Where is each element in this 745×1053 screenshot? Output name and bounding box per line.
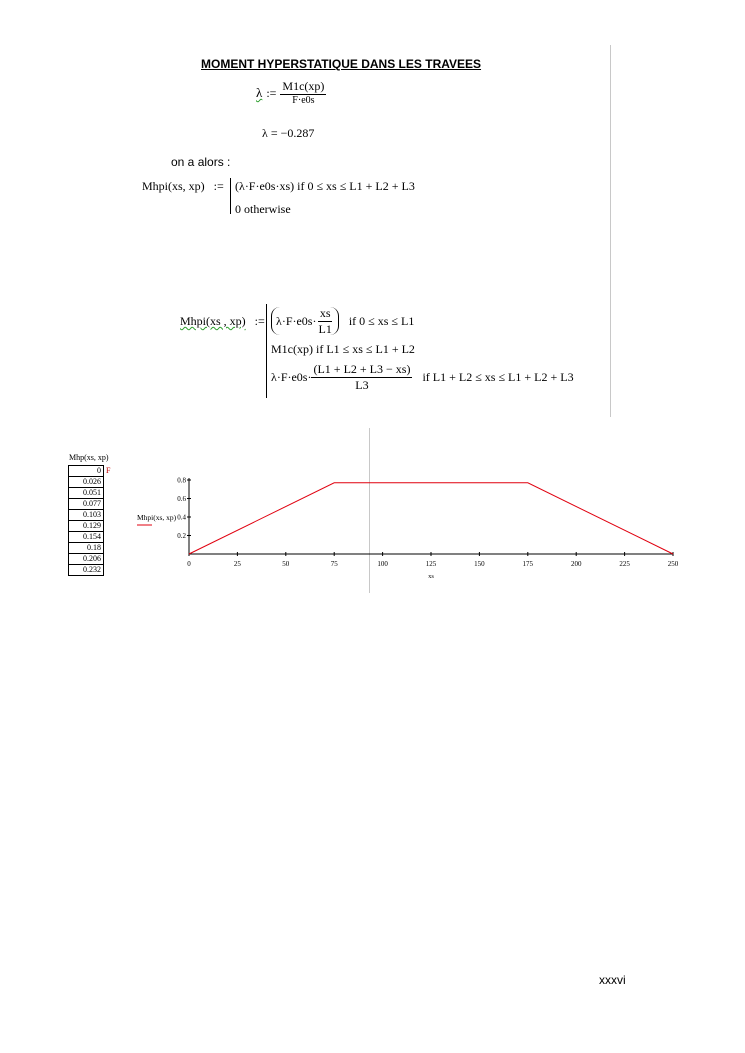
table-cell: 0.077 bbox=[69, 499, 104, 510]
table-cell: 0 bbox=[69, 466, 104, 477]
lambda-result: λ = −0.287 bbox=[262, 126, 315, 140]
table-cell: 0.103 bbox=[69, 510, 104, 521]
case1-denominator: L1 bbox=[318, 321, 332, 336]
assign-operator: := bbox=[254, 314, 265, 328]
case3-numerator: (L1 + L2 + L3 − xs) bbox=[313, 361, 411, 376]
mhpi-lhs-2 bbox=[180, 314, 265, 329]
case3-condition: if L1 + L2 ≤ xs ≤ L1 + L2 + L3 bbox=[422, 369, 574, 384]
x-tick-label: 250 bbox=[667, 560, 679, 568]
x-axis-label: xs bbox=[428, 573, 434, 580]
lambda-fraction bbox=[280, 80, 326, 106]
table-row bbox=[69, 521, 104, 532]
x-tick-label: 50 bbox=[282, 560, 290, 568]
y-tick-label: 0.2 bbox=[177, 532, 186, 540]
case1-fraction bbox=[316, 307, 333, 335]
table-row bbox=[69, 532, 104, 543]
table-row bbox=[69, 499, 104, 510]
mhpi2-case-2: M1c(xp) if L1 ≤ xs ≤ L1 + L2 bbox=[271, 342, 415, 356]
x-tick-label: 125 bbox=[425, 560, 437, 568]
case3-fraction bbox=[311, 363, 412, 391]
table-header: Mhp(xs, xp) bbox=[69, 453, 109, 462]
case1-numerator: xs bbox=[319, 305, 331, 320]
table-cell: 0.129 bbox=[69, 521, 104, 532]
case3-denominator: L3 bbox=[355, 377, 369, 392]
section-title: MOMENT HYPERSTATIQUE DANS LES TRAVEES bbox=[201, 57, 482, 71]
table-cell: 0.206 bbox=[69, 554, 104, 565]
x-tick-label: 75 bbox=[330, 560, 338, 568]
x-tick-label: 225 bbox=[619, 560, 630, 568]
assign-operator: := bbox=[213, 179, 224, 193]
mhpi-lhs-1 bbox=[142, 179, 224, 194]
table-cell: 0.051 bbox=[69, 488, 104, 499]
table-cell: 0.026 bbox=[69, 477, 104, 488]
region-divider bbox=[610, 45, 611, 417]
case1-prefix: λ·F·e0s· bbox=[276, 313, 317, 328]
series-line bbox=[189, 483, 673, 554]
page-number: xxxvi bbox=[599, 973, 626, 987]
table-row bbox=[69, 510, 104, 521]
lambda-definition bbox=[256, 80, 326, 106]
mhpi-function-name: Mhpi(xs , xp) bbox=[180, 314, 246, 328]
unit-label: F bbox=[106, 466, 111, 475]
intro-text: on a alors : bbox=[171, 155, 231, 169]
x-tick-label: 0 bbox=[187, 560, 191, 568]
table-row bbox=[69, 554, 104, 565]
mhpi-piecewise-1 bbox=[230, 178, 415, 214]
y-axis-label: Mhpi(xs, xp) bbox=[137, 513, 177, 522]
x-tick-label: 175 bbox=[522, 560, 534, 568]
case1-expression bbox=[271, 307, 339, 335]
y-tick-label: 0.8 bbox=[177, 476, 186, 485]
lambda-symbol: λ bbox=[256, 85, 263, 101]
table-cell: 0.232 bbox=[69, 565, 104, 576]
values-table bbox=[68, 465, 104, 576]
case3-prefix: λ·F·e0s· bbox=[271, 369, 312, 384]
x-tick-label: 150 bbox=[474, 560, 485, 568]
mhpi2-case-3 bbox=[271, 360, 601, 394]
table-cell: 0.18 bbox=[69, 543, 104, 554]
values-table-container[interactable] bbox=[68, 465, 118, 593]
table-row bbox=[69, 565, 104, 576]
table-row bbox=[69, 466, 104, 477]
mhpi-case-1: (λ·F·e0s·xs) if 0 ≤ xs ≤ L1 + L2 + L3 bbox=[235, 179, 415, 193]
lambda-denominator: F·e0s bbox=[292, 94, 315, 106]
mhpi-chart bbox=[130, 468, 690, 583]
case1-condition: if 0 ≤ xs ≤ L1 bbox=[348, 313, 415, 328]
table-row bbox=[69, 488, 104, 499]
table-cell: 0.154 bbox=[69, 532, 104, 543]
x-tick-label: 200 bbox=[570, 560, 582, 568]
table-row bbox=[69, 543, 104, 554]
x-tick-label: 100 bbox=[377, 560, 388, 568]
y-tick-label: 0.4 bbox=[177, 513, 186, 522]
mhpi-function-name: Mhpi(xs, xp) bbox=[142, 179, 205, 193]
mhpi2-case-1 bbox=[271, 304, 601, 338]
mhpi-case-2: 0 otherwise bbox=[235, 202, 291, 216]
assign-operator: := bbox=[266, 85, 277, 100]
x-tick-label: 25 bbox=[233, 560, 241, 568]
y-tick-label: 0.6 bbox=[177, 495, 186, 503]
mhpi-piecewise-2 bbox=[266, 304, 601, 398]
lambda-numerator: M1c(xp) bbox=[282, 79, 325, 93]
table-row bbox=[69, 477, 104, 488]
